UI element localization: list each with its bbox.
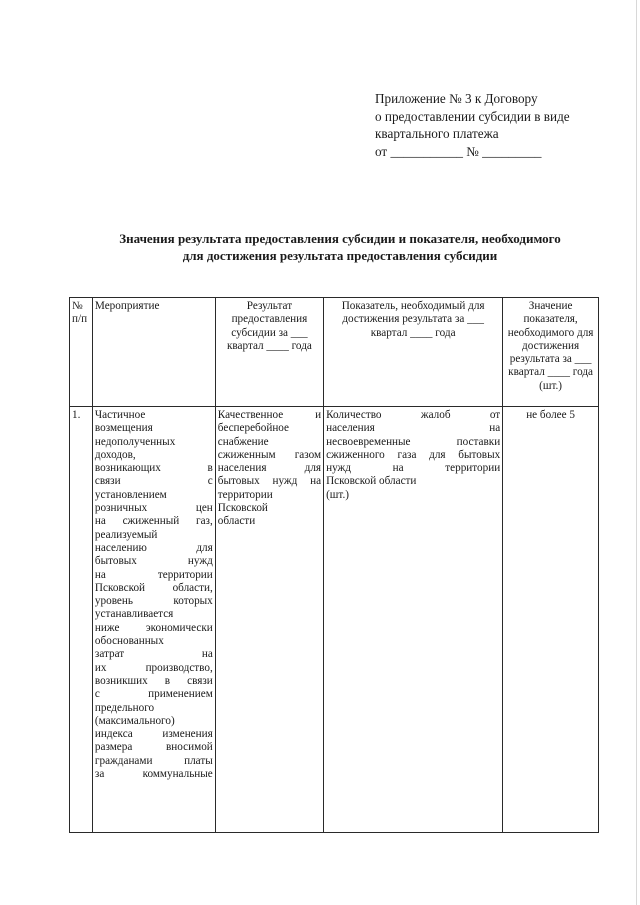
row1-event-line: ниже экономически — [94, 621, 213, 634]
table-header-row — [70, 298, 599, 407]
row1-indicator-line: Количество жалоб от — [326, 409, 501, 421]
row1-indicator-line: несвоевременные поставки — [326, 435, 501, 448]
row1-indicator — [324, 407, 503, 833]
appendix-line-3: квартального платежа — [375, 126, 499, 141]
row1-event-line: предельного — [94, 701, 155, 714]
header-value: Значение показателя, необходимого для достижения результата за ___ квартал ____ года (шт.) — [503, 298, 599, 407]
row1-event-line: возмещения — [94, 422, 153, 435]
header-event: Мероприятие — [92, 298, 215, 407]
row1-event-line: устанавливается — [94, 608, 174, 621]
row1-value: не более 5 — [503, 407, 599, 833]
row1-result — [215, 407, 323, 833]
row1-event-line: установлением — [94, 488, 167, 501]
document-title — [70, 230, 610, 264]
row1-event-line: возникших в связи — [94, 674, 213, 687]
appendix-line-2: о предоставлении субсидии в виде — [375, 108, 570, 124]
row1-event-line: размера вносимой — [94, 741, 213, 754]
row1-indicator-line: сжиженного газа для бытовых — [326, 448, 501, 461]
row1-result-line: снабжение — [217, 435, 269, 448]
row1-event-line: с применением — [94, 688, 213, 701]
row1-indicator-line: (шт.) — [326, 488, 349, 501]
row1-event-line: (максимального) — [94, 714, 175, 727]
row1-indicator-line: населения на — [326, 422, 501, 435]
row1-event-line: затрат на — [94, 648, 213, 661]
row1-result-line: территории — [217, 488, 273, 501]
row1-event-line: доходов, — [94, 448, 136, 461]
row1-event-line: Псковской области, — [94, 581, 213, 594]
row1-event — [92, 407, 215, 833]
row1-event-line: индекса изменения — [94, 728, 213, 741]
row1-indicator-line: нужд на территории — [326, 462, 501, 475]
row1-result-line: сжиженным газом — [217, 448, 322, 461]
row1-result-line: Псковской — [217, 502, 268, 515]
row1-result-line: бытовых нужд на — [217, 475, 322, 488]
row1-indicator-line: Псковской области — [326, 475, 417, 488]
header-result: Результат предоставления субсидии за ___ квартал ____ года — [215, 298, 323, 407]
row1-result-line: Качественное и — [217, 409, 322, 421]
row1-event-line: их производство, — [94, 661, 213, 674]
row1-result-line: бесперебойное — [217, 422, 290, 435]
title-line-2: для достижения результата предоставления субсидии — [182, 248, 498, 263]
row1-event-line: гражданами платы — [94, 754, 213, 767]
row1-event-line: связи с — [94, 475, 213, 488]
row1-event-line: реализуемый — [94, 528, 158, 541]
row1-event-line: возникающих в — [94, 462, 213, 475]
header-indicator: Показатель, необходимый для достижения результата за ___ квартал ____ года — [324, 298, 503, 407]
row1-event-line: на сжиженный газ, — [94, 515, 213, 528]
appendix-line-1: Приложение № 3 к Договору — [375, 91, 538, 106]
title-line-1: Значения результата предоставления субсидии и показателя, необходимого — [119, 231, 561, 246]
row1-event-line: обоснованных — [94, 635, 164, 648]
results-table — [69, 297, 599, 833]
table-row — [70, 407, 599, 833]
row1-event-line: розничных цен — [94, 502, 213, 515]
row1-event-line: населению для — [94, 541, 213, 554]
scan-edge-line — [636, 0, 637, 905]
appendix-line-4: от ___________ № _________ — [375, 143, 542, 159]
row1-event-line: уровень которых — [94, 595, 213, 608]
row1-event-line: за коммунальные — [94, 768, 213, 781]
row1-event-line: недополученных — [94, 435, 176, 448]
row1-event-line: на территории — [94, 568, 213, 581]
row1-event-line: Частичное — [94, 409, 146, 421]
row1-event-line: бытовых нужд — [94, 555, 213, 568]
appendix-header — [375, 90, 615, 160]
header-num: № п/п — [70, 298, 93, 407]
row1-num: 1. — [70, 407, 93, 833]
row1-result-line: населения для — [217, 462, 322, 475]
row1-result-line: области — [217, 515, 256, 528]
